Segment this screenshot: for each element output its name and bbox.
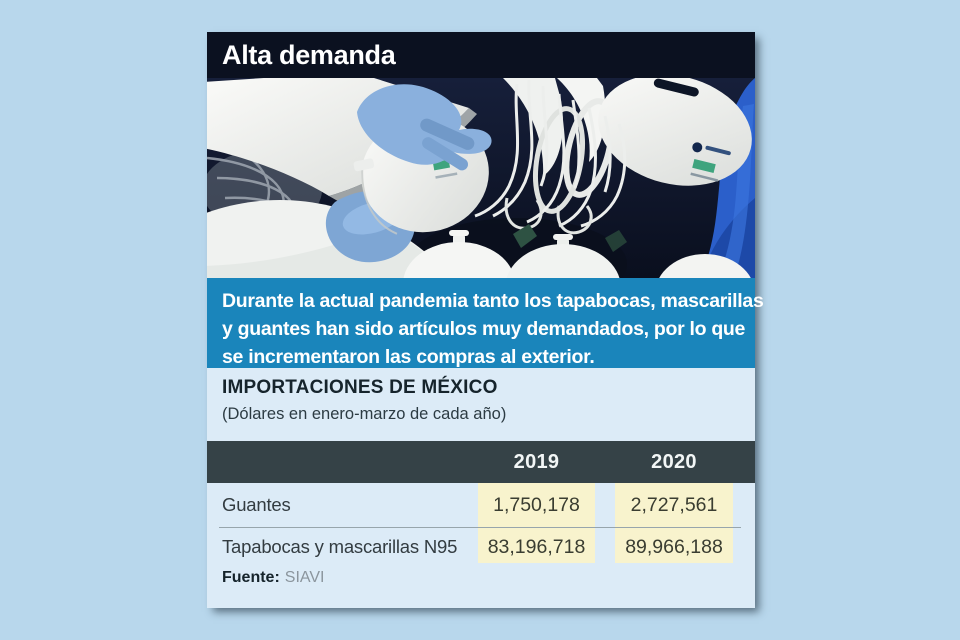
section-subtitle: (Dólares en enero-marzo de cada año) <box>222 405 507 423</box>
table-row <box>207 528 755 566</box>
description-line: y guantes han sido artículos muy demandados, por lo que <box>222 318 746 340</box>
cell-value: 83,196,718 <box>487 535 586 558</box>
cell-value: 1,750,178 <box>493 493 580 516</box>
title-bar <box>207 32 755 78</box>
source-value: SIAVI <box>284 569 325 586</box>
table-header-bar <box>207 441 755 483</box>
section-title: IMPORTACIONES DE MÉXICO <box>222 377 498 398</box>
column-header-2020: 2020 <box>651 451 697 473</box>
description-line: Durante la actual pandemia tanto los tapabocas, mascarillas <box>222 290 764 312</box>
row-label: Tapabocas y mascarillas N95 <box>222 536 458 557</box>
masks-photo <box>207 78 755 278</box>
description-line: se incrementaron las compras al exterior. <box>222 346 595 368</box>
source-label: Fuente: <box>222 569 280 586</box>
source-line <box>222 569 325 587</box>
cell-value: 2,727,561 <box>630 493 718 516</box>
description-panel <box>207 278 764 368</box>
table-row <box>207 483 755 527</box>
infographic-card <box>207 32 764 608</box>
infographic-title: Alta demanda <box>222 40 396 70</box>
imports-section <box>207 368 755 608</box>
masks-photo-illustration <box>207 78 755 278</box>
cell-value: 89,966,188 <box>625 535 723 558</box>
row-label: Guantes <box>222 494 291 515</box>
column-header-2019: 2019 <box>513 451 560 473</box>
